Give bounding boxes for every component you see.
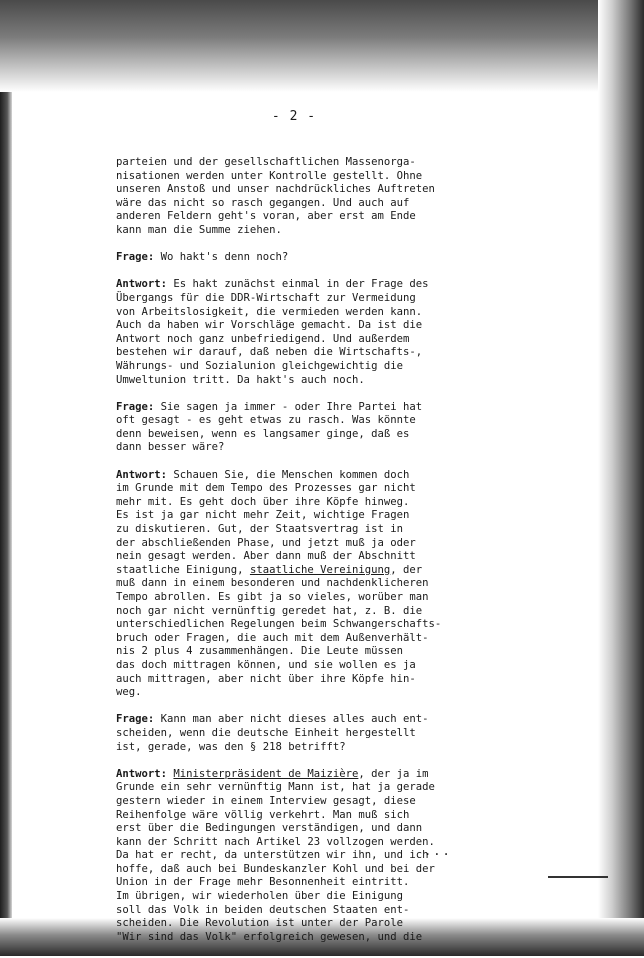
text-line: Union in der Frage mehr Besonnenheit eintritt. [116,876,410,889]
text-line: das doch mittragen können, und sie wollen es ja [116,658,416,671]
text-fragment: Schauen Sie, die Menschen kommen doch [167,468,410,481]
speaker-label: Frage: [116,713,155,726]
text-line: nein gesagt werden. Aber dann muß der Abschnitt [116,550,416,563]
text-line: im Grunde mit dem Tempo des Prozesses gar nicht [116,482,416,495]
text-line: bestehen wir darauf, daß neben die Wirtschafts-, [116,346,423,359]
text-line: oft gesagt - es geht etwas zu rasch. Was könnte [116,414,416,427]
text-line: wäre das nicht so rasch gegangen. Und auch auf [116,196,410,209]
scan-edge-left [0,92,12,956]
text-line: scheiden, wenn die deutsche Einheit hergestellt [116,726,416,739]
paragraph-answer-1 [116,278,488,387]
text-line: bruch oder Fragen, die auch mit dem Außenverhält- [116,631,429,644]
text-line: mehr mit. Es geht doch über ihre Köpfe hinweg. [116,495,410,508]
text-line [116,401,488,415]
text-fragment: staatliche Einigung, [116,563,250,576]
text-line: hoffe, daß auch bei Bundeskanzler Kohl und bei der [116,862,435,875]
text-line: anderen Feldern geht's voran, aber erst am Ende [116,210,416,223]
text-line: Übergangs für die DDR-Wirtschaft zur Vermeidung [116,291,416,304]
document-body [116,156,488,958]
text-line: kann der Schritt nach Artikel 23 vollzogen werden. [116,835,435,848]
text-line: ist, gerade, was den § 218 betrifft? [116,740,346,753]
text-line: "Wir sind das Volk" erfolgreich gewesen, und die [116,930,423,943]
text-line: der abschließenden Phase, und jetzt muß ja oder [116,536,416,549]
text-fragment: , der ja im [358,767,429,780]
text-line: unterschiedlichen Regelungen beim Schwangerschafts- [116,618,442,631]
text-fragment: Sie sagen ja immer - oder Ihre Partei hat [154,400,423,413]
text-line: muß dann in einem besonderen und nachdenklicheren [116,577,429,590]
text-line: Es ist ja gar nicht mehr Zeit, wichtige Fragen [116,509,410,522]
text-line: Antwort noch ganz unbefriedigend. Und außerdem [116,332,410,345]
text-line: nisationen werden unter Kontrolle gestellt. Ohne [116,169,423,182]
speaker-label: Antwort: [116,767,168,780]
text-fragment: , der [390,563,423,576]
text-line: zu diskutieren. Gut, der Staatsvertrag ist in [116,523,404,536]
text-line [116,768,488,782]
text-line: scheiden. Die Revolution ist unter der Parole [116,917,404,930]
text-line: auch mittragen, aber nicht über ihre Köpfe hin- [116,672,416,685]
text-line [116,469,488,483]
scan-edge-right [598,0,644,956]
underlined-phrase: staatliche Vereinigung [249,563,391,576]
text-line: Im übrigen, wir wiederholen über die Einigung [116,890,404,903]
text-line [116,251,488,265]
text-fragment: Es hakt zunächst einmal in der Frage des [167,278,429,291]
text-line: Grunde ein sehr vernünftig Mann ist, hat ja gerade [116,781,435,794]
scan-edge-top [0,0,644,92]
text-line: kann man die Summe ziehen. [116,223,282,236]
text-line [116,278,488,292]
text-line: Auch da haben wir Vorschläge gemacht. Da ist die [116,319,423,332]
text-line: erst über die Bedingungen verständigen, und dann [116,822,423,835]
text-line: soll das Volk in beiden deutschen Staaten ent- [116,903,410,916]
paragraph-question-1 [116,251,488,265]
text-line: denn beweisen, wenn es langsamer ginge, daß es [116,427,410,440]
text-line: gestern wieder in einem Interview gesagt, diese [116,794,416,807]
text-line: dann besser wäre? [116,441,225,454]
speaker-label: Antwort: [116,468,168,481]
paragraph-question-3 [116,713,488,754]
paragraph-intro [116,156,488,238]
text-line [116,564,488,578]
text-line: Reihenfolge wäre völlig verkehrt. Man muß sich [116,808,410,821]
text-line: nis 2 plus 4 zusammenhängen. Die Leute müssen [116,645,404,658]
text-fragment: Kann man aber nicht dieses alles auch ent- [154,713,429,726]
text-line: Währungs- und Sozialunion gleichgewichtig die [116,359,404,372]
text-line: Umweltunion tritt. Da hakt's auch noch. [116,373,365,386]
speaker-label: Frage: [116,400,155,413]
paragraph-answer-2 [116,469,488,700]
speaker-label: Antwort: [116,278,168,291]
margin-rule [548,876,608,878]
text-line: Tempo abrollen. Es gibt ja so vieles, worüber man [116,591,429,603]
text-fragment: Wo hakt's denn noch? [154,251,289,264]
page-number: - 2 - [271,109,317,124]
text-line: Da hat er recht, da unterstützen wir ihn, und ich [116,849,429,862]
underlined-phrase: Ministerpräsident de Maizière [173,767,359,780]
text-line: parteien und der gesellschaftlichen Massenorga- [116,156,416,168]
text-line: weg. [116,686,142,699]
speaker-label: Frage: [116,251,155,264]
text-line [116,713,488,727]
paragraph-question-2 [116,401,488,455]
text-line: unseren Anstoß und unser nachdrückliches Auftreten [116,183,435,196]
text-line: von Arbeitslosigkeit, die vermieden werden kann. [116,305,423,318]
continuation-marker: ... [424,844,452,858]
text-line: noch gar nicht vernünftig geredet hat, z. B. die [116,604,423,617]
